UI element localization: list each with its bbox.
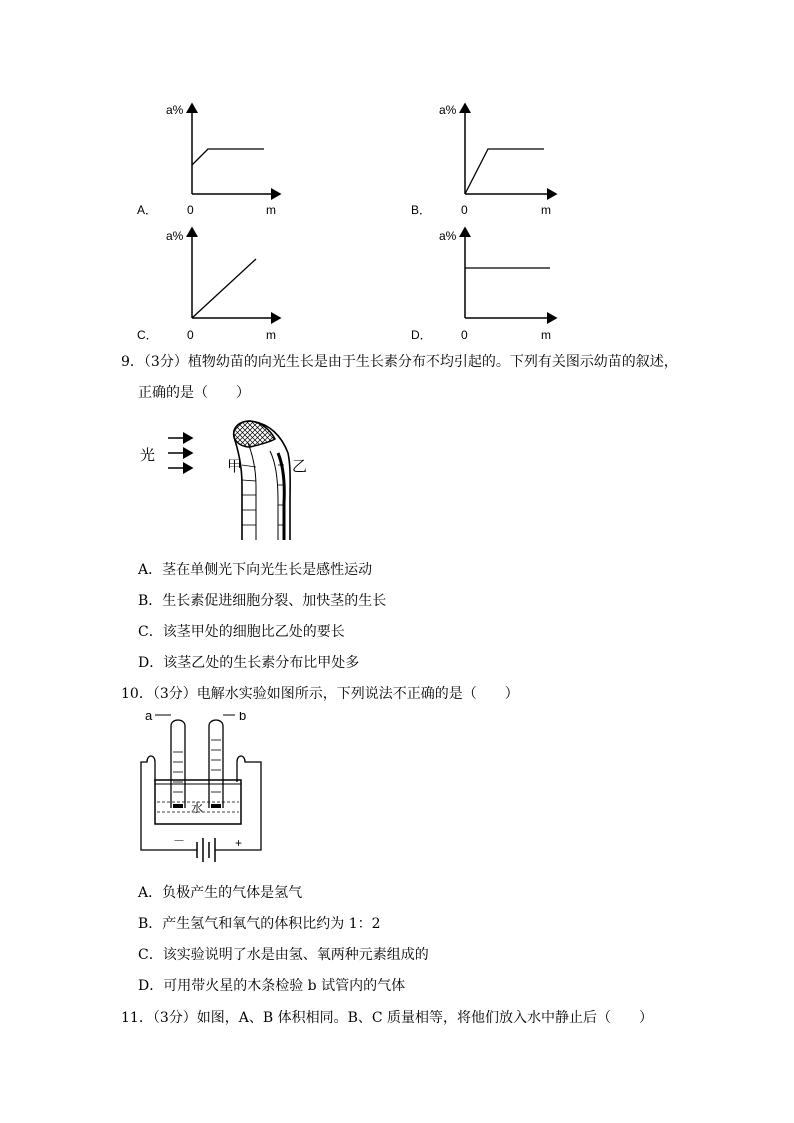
tube-b-label: b (239, 712, 247, 723)
graph-b-ylabel: a% (439, 103, 457, 117)
graph-b-curve (465, 149, 544, 194)
graph-a (137, 103, 280, 217)
graph-d (411, 228, 556, 342)
q9-seedling-figure (130, 405, 330, 545)
q10-stem: 10．（3分）电解水实验如图所示，下列说法不正确的是（ ） (121, 686, 519, 702)
q9-stem-line1: 9．（3分）植物幼苗的向光生长是由于生长素分布不均引起的。下列有关图示幼苗的叙述， (121, 354, 678, 370)
graph-c (137, 228, 280, 342)
graph-c-letter: C． (137, 328, 158, 342)
graph-d-letter: D． (411, 328, 432, 342)
light-label: 光 (140, 447, 156, 464)
q9-stem-line2: 正确的是（ ） (138, 385, 250, 401)
q9-option-d[interactable]: D．该茎乙处的生长素分布比甲处多 (138, 655, 360, 671)
graph-d-ylabel: a% (439, 229, 457, 243)
graph-a-curve (192, 149, 264, 165)
seedling-tip (234, 421, 275, 447)
graph-a-origin: 0 (187, 203, 194, 217)
q10-option-c[interactable]: C．该实验说明了水是由氢、氧两种元素组成的 (138, 947, 429, 963)
q11-stem: 11．（3分）如图，A、B 体积相同。B、C 质量相等，将他们放入水中静止后（ ） (121, 1010, 654, 1026)
q10-option-b[interactable]: B．产生氢气和氧气的体积比约为 1：2 (138, 916, 381, 932)
graph-d-origin: 0 (461, 328, 468, 342)
graph-d-xlabel: m (541, 328, 551, 342)
graph-b-xlabel: m (541, 203, 551, 217)
jia-label: 甲 (227, 458, 243, 475)
graph-c-origin: 0 (187, 328, 194, 342)
q9-option-b[interactable]: B．生长素促进细胞分裂、加快茎的生长 (138, 593, 387, 609)
yi-label: 乙 (292, 458, 308, 475)
graph-a-letter: A． (137, 203, 158, 217)
graph-a-ylabel: a% (166, 103, 184, 117)
minus-label: － (173, 834, 186, 848)
tube-a-label: a (145, 712, 153, 723)
q9-option-a[interactable]: A．茎在单侧光下向光生长是感性运动 (138, 562, 373, 578)
graph-c-ylabel: a% (166, 229, 184, 243)
plus-label: + (235, 836, 243, 850)
graph-c-xlabel: m (266, 328, 276, 342)
tube-a (171, 720, 185, 808)
graph-b (411, 103, 556, 217)
q8-graphs (0, 0, 794, 350)
q10-option-a[interactable]: A．负极产生的气体是氢气 (138, 885, 303, 901)
q10-option-d[interactable]: D．可用带火星的木条检验 b 试管内的气体 (138, 978, 406, 994)
q9-option-c[interactable]: C．该茎甲处的细胞比乙处的要长 (138, 624, 345, 640)
graph-b-letter: B． (411, 203, 432, 217)
water-label: 水 (191, 801, 204, 815)
q10-electrolysis-figure (135, 712, 275, 868)
graph-b-origin: 0 (461, 203, 468, 217)
tube-b (209, 720, 223, 808)
graph-a-xlabel: m (266, 203, 276, 217)
graph-c-curve (192, 259, 256, 318)
